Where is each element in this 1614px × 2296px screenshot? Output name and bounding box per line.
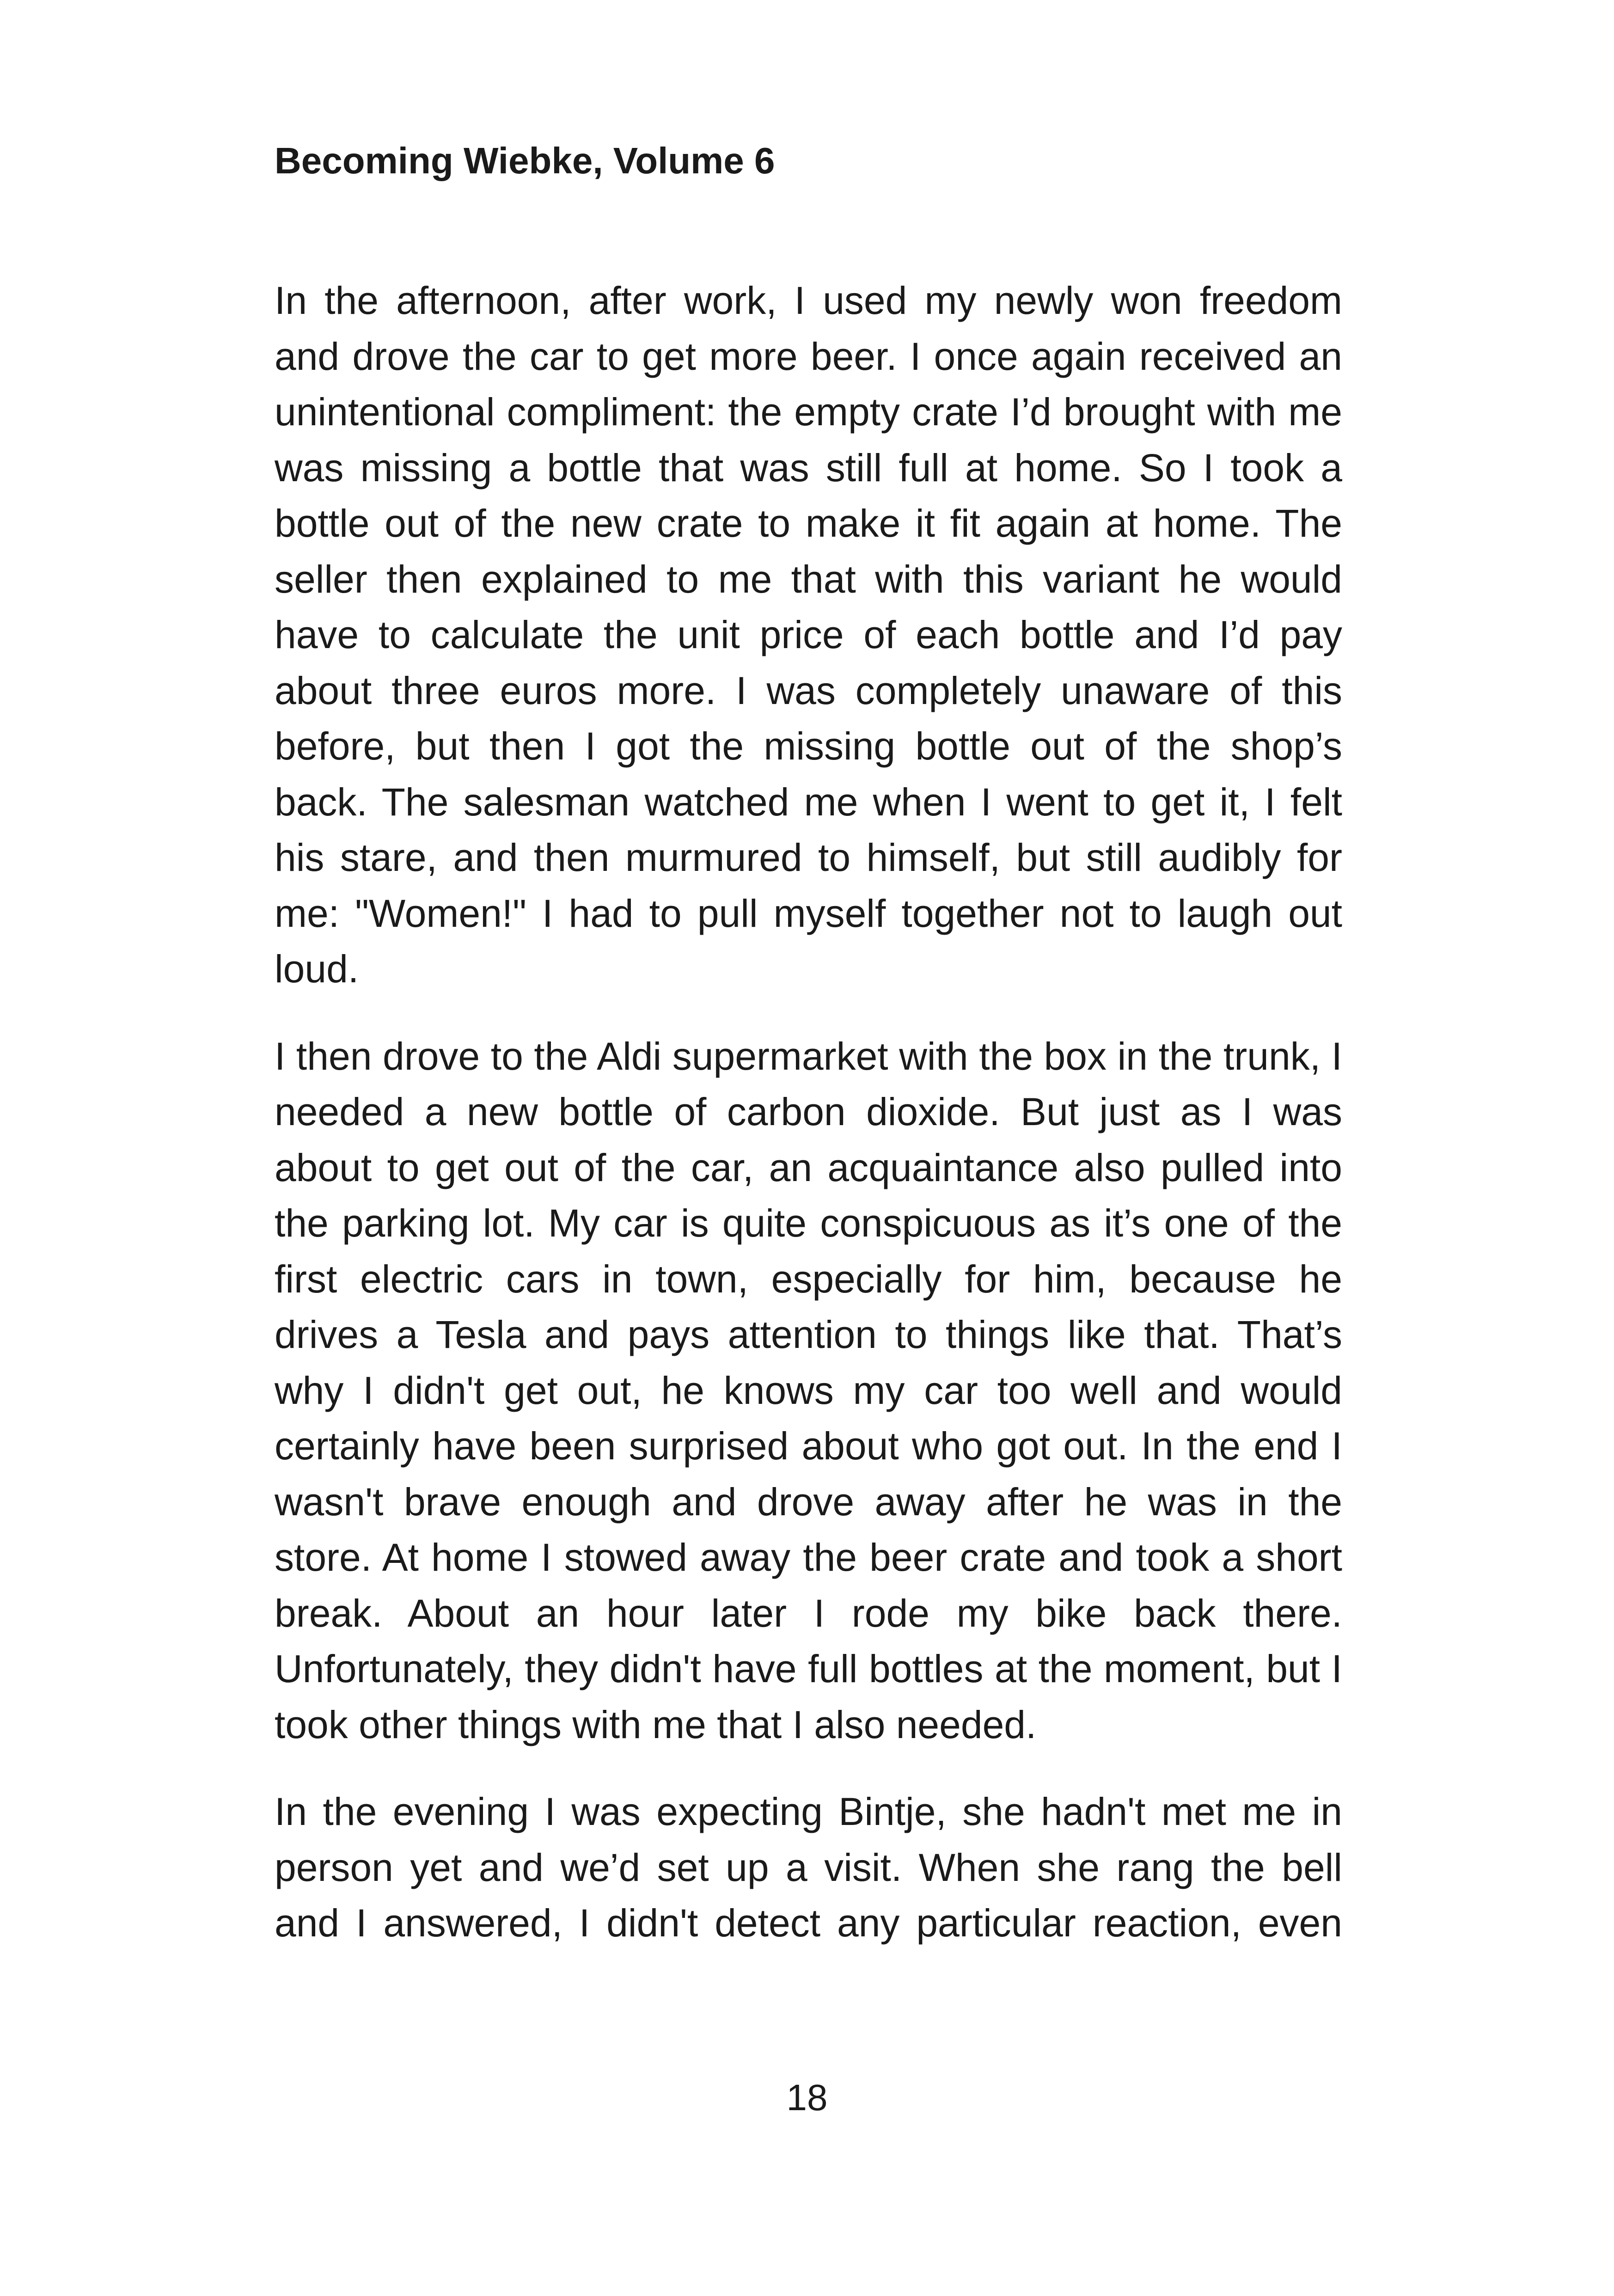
paragraph-3: In the evening I was expecting Bintje, she hadn't met me in person yet and we’d set up a visit. When she rang the bell and I answered, I didn't detect any particular reaction, even (275, 1790, 1342, 1945)
body-text (275, 273, 1342, 1983)
paragraph-2: I then drove to the Aldi supermarket with the box in the trunk, I needed a new bottle of carbon dioxide. But just as I was about to get out of the car, an acquaintance also pulled into the parking lot. My car is quite conspicuous as it’s one of the first electric cars in town, especially for him, because he drives a Tesla and pays attention to things like that. That’s why I didn't get out, he knows my car too well and would certainly have been surprised about who got out. In the end I wasn't brave enough and drove away after he was in the store. At home I stowed away the beer crate and took a short break. About an hour later I rode my bike back there. Unfortunately, they didn't have full bottles at the moment, but I took other things with me that I also needed. (275, 1034, 1342, 1746)
paragraph-1: In the afternoon, after work, I used my newly won freedom and drove the car to get more beer. I once again received an unintentional compliment: the empty crate I’d brought with me was missing a bottle that was still full at home. So I took a bottle out of the new crate to make it fit again at home. The seller then explained to me that with this variant he would have to calculate the unit price of each bottle and I’d pay about three euros more. I was completely unaware of this before, but then I got the missing bottle out of the shop’s back. The salesman watched me when I went to get it, I felt his stare, and then murmured to himself, but still audibly for me: "Women!" I had to pull myself together not to laugh out loud. (275, 279, 1342, 991)
page-number: 18 (786, 2077, 828, 2118)
running-header: Becoming Wiebke, Volume 6 (275, 140, 775, 181)
